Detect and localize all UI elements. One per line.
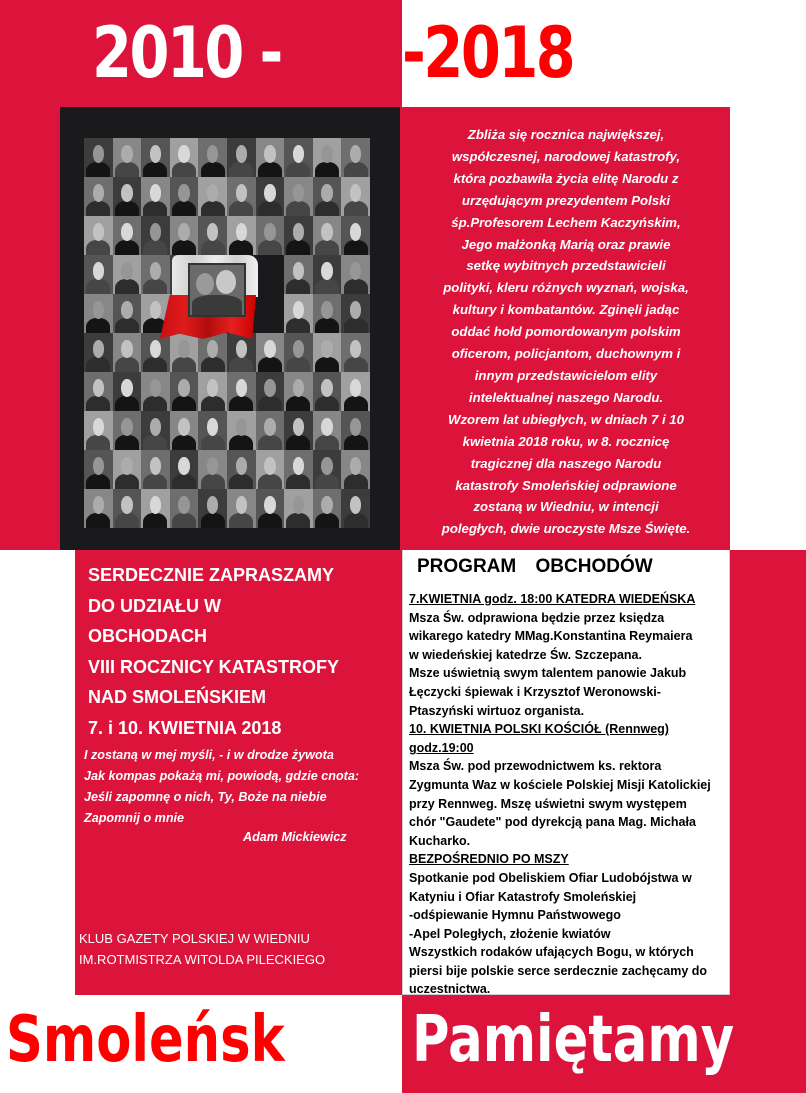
program-line: Msza Św. odprawiona będzie przez księdza [409,610,665,625]
intro-line: Jego małżonką Marią oraz prawie [461,236,671,252]
program-line: uczestnictwa. [409,982,491,997]
victim-portrait [84,177,113,216]
victim-portrait [284,255,313,294]
pamietamy-word: Pamiętamy [412,1003,735,1077]
victim-portrait [341,333,370,372]
program-line: Msze uświetnią swym talentem panowie Jakub [409,666,687,681]
victim-portrait [170,489,199,528]
victim-portrait [198,138,227,177]
intro-line: intelektualnej naszego Narodu. [468,389,664,405]
victim-portrait [313,138,342,177]
victim-portrait [341,138,370,177]
victim-portrait [141,372,170,411]
victim-portrait [256,177,285,216]
intro-line: katastrofy Smoleńskiej odprawione [455,477,677,493]
program-line: Spotkanie pod Obeliskiem Ofiar Ludobójstwa w [409,870,692,885]
intro-line: współczesnej, narodowej katastrofy, [451,148,681,164]
invitation-heading-line: 7. i 10. KWIETNIA 2018 [88,717,282,738]
victim-portrait [227,411,256,450]
year-end-heading: -2018 [402,12,574,94]
intro-line: innym przedstawicielom elity [474,367,658,383]
victim-portrait [227,489,256,528]
program-line: Wszystkich rodaków ufających Bogu, w których [409,945,694,960]
victim-portrait [84,411,113,450]
invitation-heading-line: NAD SMOLEŃSKIEM [88,687,267,707]
victim-portrait [141,216,170,255]
victim-portrait [313,411,342,450]
victim-portrait [84,333,113,372]
intro-line: Wzorem lat ubiegłych, w dniach 7 i 10 [448,411,684,427]
poem-line: Zapomnij o mnie [84,811,185,825]
program-line: -Apel Poległych, złożenie kwiatów [409,926,611,941]
victim-portrait [198,372,227,411]
presidential-couple-photo [188,263,246,317]
victim-portrait [198,216,227,255]
intro-line: urzędującym prezydentem Polski [461,192,671,208]
victim-portrait [341,489,370,528]
program-section-heading: 10. KWIETNIA POLSKI KOŚCIÓŁ (Rennweg) [409,722,669,737]
victim-portrait [256,138,285,177]
intro-paragraph [418,124,714,540]
intro-line: oficerom, policjantom, duchownym i [451,346,681,362]
victim-portrait [313,489,342,528]
victim-portrait [227,177,256,216]
program-section-heading: BEZPOŚREDNIO PO MSZY [409,852,569,867]
program-section-heading: godz.19:00 [409,740,474,755]
victim-portrait [198,177,227,216]
victim-portrait [313,450,342,489]
victim-portrait [113,255,142,294]
club-name [79,928,399,970]
intro-line: poległych, dwie uroczyste Msze Święte. [441,521,691,537]
victim-portrait [170,177,199,216]
victim-portrait [284,216,313,255]
club-line: IM.ROTMISTRZA WITOLDA PILECKIEGO [79,952,326,967]
victim-portrait [141,177,170,216]
victim-portrait [84,294,113,333]
program-line: Zygmunta Waz w kościele Polskiej Misji Katolickiej [409,777,711,792]
program-line: przy Rennweg. Mszę uświetni swym występem [409,796,687,811]
victim-portrait [84,489,113,528]
victim-portrait [141,450,170,489]
program-line: wikarego katedry MMag.Konstantina Reymaiera [409,629,693,644]
victim-portrait [284,294,313,333]
victim-portrait [141,489,170,528]
intro-line: która pozbawiła życia elitę Narodu z [453,170,679,186]
victim-portrait [113,489,142,528]
program-box [402,550,730,995]
victim-portrait [227,216,256,255]
poem-line: Jeśli zapomnę o nich, Ty, Boże na niebie [84,790,327,804]
poem-line: I zostaną w mej myśli, - i w drodze żywota [84,748,334,762]
victim-portrait [113,177,142,216]
victim-portrait [341,411,370,450]
victim-portrait [198,489,227,528]
victim-portrait [113,216,142,255]
year-start-heading: 2010 - [92,12,281,94]
victim-portrait [284,333,313,372]
victim-portrait [84,138,113,177]
invitation-heading-line: OBCHODACH [88,626,207,646]
invitation-heading-line: VIII ROCZNICY KATASTROFY [88,656,340,677]
intro-line: tragicznej dla naszego Narodu [470,455,662,471]
victim-portrait [113,411,142,450]
victim-portrait [313,294,342,333]
invitation-box [75,550,402,995]
victim-portrait [284,411,313,450]
victim-portrait [256,489,285,528]
smolensk-word: Smoleńsk [6,1003,285,1077]
intro-text-box [402,107,730,550]
victim-portrait [341,216,370,255]
victim-portrait [256,216,285,255]
victim-portrait [256,372,285,411]
program-details [409,590,729,999]
victim-portrait [313,372,342,411]
victim-portrait [313,255,342,294]
victim-portrait [284,450,313,489]
intro-line: kwietnia 2018 roku, w 8. rocznicę [462,433,670,449]
victim-portrait [170,372,199,411]
victim-portrait [84,450,113,489]
program-line: -odśpiewanie Hymnu Państwowego [409,908,621,923]
intro-line: setkę wybitnych przedstawicieli [466,258,666,274]
victim-portrait [170,216,199,255]
victim-portrait [313,333,342,372]
poem-author: Adam Mickiewicz [243,830,347,844]
victim-portrait [284,372,313,411]
program-line: piersi bije polskie serce serdecznie zachęcamy do [409,963,708,978]
victim-portrait [84,372,113,411]
victim-portrait [284,177,313,216]
victim-portrait [141,411,170,450]
victim-portrait [284,489,313,528]
victim-portrait [113,450,142,489]
intro-line: Zbliża się rocznica największej, [467,127,665,142]
victim-portrait [256,450,285,489]
victim-portrait [84,216,113,255]
victim-portrait [341,255,370,294]
victim-portrait [313,177,342,216]
victim-portrait [227,372,256,411]
victim-portrait [284,138,313,177]
polish-flag-image [160,255,260,347]
victim-portrait [227,450,256,489]
invitation-heading-line: SERDECZNIE ZAPRASZAMY [88,565,335,585]
poem-quote [84,745,402,829]
victim-portrait [113,333,142,372]
victim-portrait [170,450,199,489]
victim-portrait [170,138,199,177]
victim-portrait [341,177,370,216]
intro-line: oddać hołd pomordowanym polskim [451,324,681,340]
victim-portrait [227,138,256,177]
program-line: Kucharko. [409,833,471,848]
intro-line: śp.Profesorem Lechem Kaczyńskim, [451,214,681,230]
program-title: PROGRAM OBCHODÓW [417,556,653,577]
victim-portrait [113,138,142,177]
program-line: Katyniu i Ofiar Katastrofy Smoleńskiej [409,889,637,904]
victim-portrait [198,411,227,450]
club-line: KLUB GAZETY POLSKIEJ W WIEDNIU [79,931,310,946]
program-line: Łęczycki śpiewak i Krzysztof Weronowski- [409,684,661,699]
victim-portrait [313,216,342,255]
victim-portrait [170,411,199,450]
victim-portrait [341,372,370,411]
victim-portrait [256,411,285,450]
program-line: w wiedeńskiej katedrze Św. Szczepana. [409,647,642,662]
victim-portrait [84,255,113,294]
victims-photo-collage [60,107,400,550]
program-line: Ptaszyński wirtuoz organista. [409,703,585,718]
program-line: chór "Gaudete" pod dyrekcją pana Mag. Michała [409,815,696,830]
victim-portrait [341,294,370,333]
invitation-heading-line: DO UDZIAŁU W [88,595,221,616]
victim-portrait [141,138,170,177]
intro-line: zostaną w Wiedniu, w intencji [473,499,659,515]
invitation-heading [88,560,398,743]
victim-portrait [341,450,370,489]
victim-portrait [198,450,227,489]
program-line: Msza Św. pod przewodnictwem ks. rektora [409,759,662,774]
victim-portrait [113,294,142,333]
program-section-heading: 7.KWIETNIA godz. 18:00 KATEDRA WIEDEŃSKA [409,592,696,606]
poem-line: Jak kompas pokażą mi, powiodą, gdzie cnota: [84,769,360,783]
intro-line: polityki, kleru różnych wyznań, wojska, [443,280,689,296]
intro-line: kultury i kombatantów. Zginęli jadąc [452,302,680,318]
victim-portrait [113,372,142,411]
